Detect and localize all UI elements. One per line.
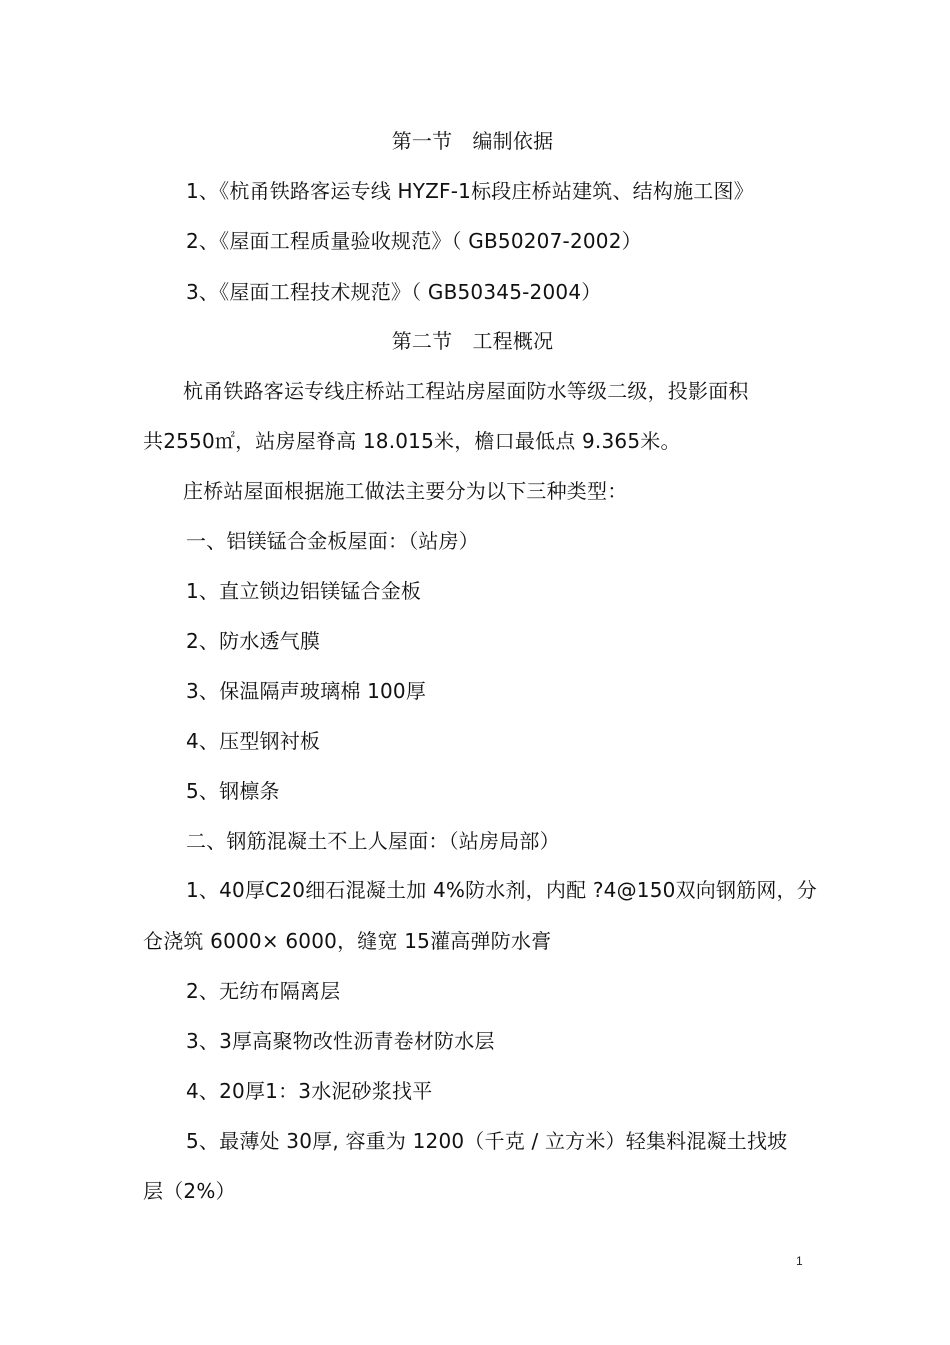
section-2-heading: 第二节 工程概况 — [391, 329, 554, 353]
type-1-layer-3: 3、保温隔声玻璃棉 100厚 — [186, 679, 427, 703]
type-2-layer-1-line-2: 仓浇筑 6000× 6000，缝宽 15灌高弹防水膏 — [143, 929, 552, 953]
reference-item-2: 2、《屋面工程质量验收规范》（ GB50207-2002） — [186, 229, 642, 253]
type-2-layer-5-line-1: 5、最薄处 30厚, 容重为 1200（千克 / 立方米）轻集料混凝土找坡 — [186, 1129, 788, 1153]
section-1-heading: 第一节 编制依据 — [391, 129, 554, 153]
type-2-title: 二、钢筋混凝土不上人屋面：（站房局部） — [186, 829, 560, 853]
overview-paragraph-line-1: 杭甬铁路客运专线庄桥站工程站房屋面防水等级二级，投影面积 — [183, 379, 749, 403]
reference-item-1: 1、《杭甬铁路客运专线 HYZF-1标段庄桥站建筑、结构施工图》 — [186, 179, 754, 203]
type-1-layer-5: 5、钢檩条 — [186, 779, 280, 803]
type-1-layer-4: 4、压型钢衬板 — [186, 729, 321, 753]
type-2-layer-1-line-1: 1、40厚C20细石混凝土加 4%防水剂，内配 ?4@150双向钢筋网，分 — [186, 878, 817, 902]
type-1-layer-2: 2、防水透气膜 — [186, 629, 321, 653]
overview-paragraph-line-2: 共2550㎡，站房屋脊高 18.015米，檐口最低点 9.365米。 — [143, 429, 681, 453]
types-intro: 庄桥站屋面根据施工做法主要分为以下三种类型： — [183, 479, 628, 503]
page-number: 1 — [796, 1254, 803, 1268]
reference-item-3: 3、《屋面工程技术规范》（ GB50345-2004） — [186, 280, 602, 304]
type-2-layer-4: 4、20厚1：3水泥砂浆找平 — [186, 1079, 433, 1103]
type-1-layer-1: 1、直立锁边铝镁锰合金板 — [186, 579, 422, 603]
type-2-layer-2: 2、无纺布隔离层 — [186, 979, 341, 1003]
type-2-layer-5-line-2: 层（2%） — [143, 1179, 236, 1203]
type-2-layer-3: 3、3厚高聚物改性沥青卷材防水层 — [186, 1029, 495, 1053]
type-1-title: 一、铝镁锰合金板屋面：（站房） — [186, 529, 479, 553]
